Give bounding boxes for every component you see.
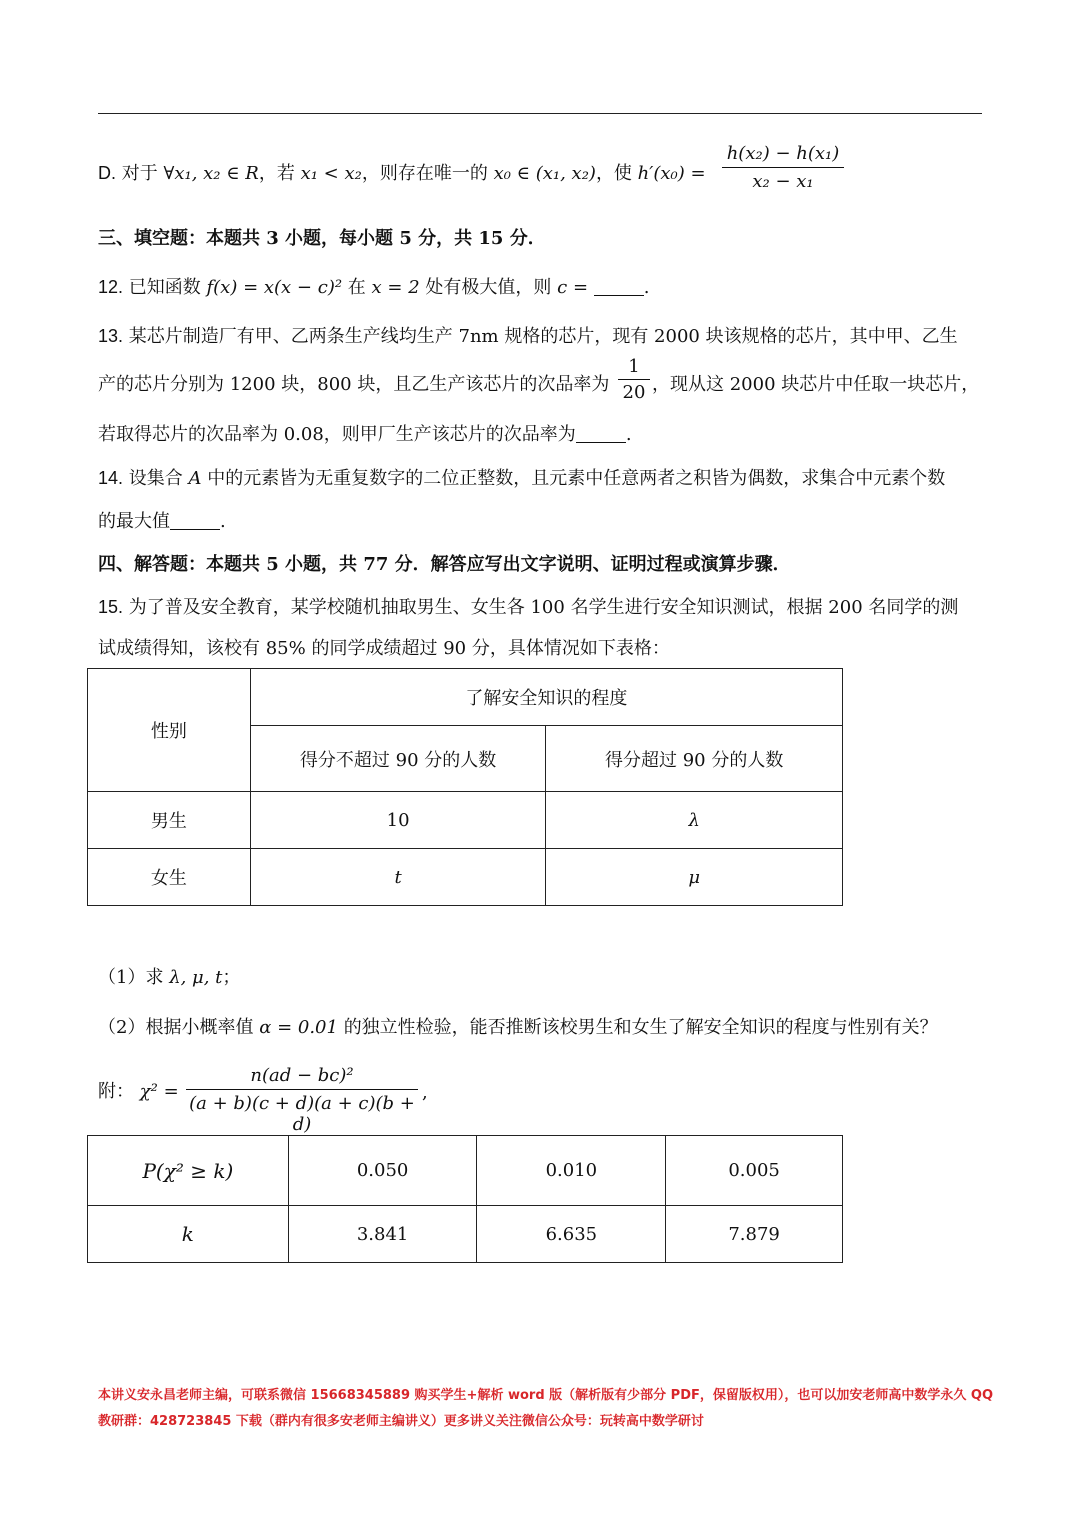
fraction-numerator: 1 xyxy=(618,356,650,380)
question-15-line-2 xyxy=(98,636,670,662)
answer-blank xyxy=(594,277,644,296)
math-expr: λ, μ, t xyxy=(169,967,223,988)
fraction-denominator: x₂ − x₁ xyxy=(752,171,814,192)
question-text: 在 xyxy=(347,277,366,298)
question-13-line-3 xyxy=(98,422,632,448)
row-label: k xyxy=(88,1206,289,1263)
question-number: 15. xyxy=(98,597,124,617)
appendix-text: 附： xyxy=(98,1081,134,1102)
header-group: 了解安全知识的程度 xyxy=(250,669,842,726)
question-text: . xyxy=(643,277,650,298)
question-text: . xyxy=(220,511,226,532)
option-label: D. xyxy=(98,163,116,183)
option-d xyxy=(98,160,706,187)
math-expr: A xyxy=(188,468,202,489)
math-expr: ∀x₁, x₂ ∈ R xyxy=(163,163,259,184)
formula-end: , xyxy=(422,1082,428,1103)
math-expr: x₁ < x₂ xyxy=(300,163,362,184)
option-text: ，则存在唯一的 xyxy=(361,163,488,184)
question-number: 14. xyxy=(98,468,124,488)
table-cell: 0.010 xyxy=(477,1136,666,1206)
option-text: 对于 xyxy=(121,163,158,184)
table-cell: 7.879 xyxy=(666,1206,843,1263)
row-label: 女生 xyxy=(88,849,251,906)
header-rule xyxy=(98,113,982,114)
math-expr: α = 0.01 xyxy=(259,1017,338,1038)
math-expr: x = 2 xyxy=(371,277,420,298)
question-text: 处有极大值，则 xyxy=(425,277,552,298)
question-12 xyxy=(98,274,650,301)
math-expr: h′(x₀) = xyxy=(637,163,706,184)
question-text: 为了普及安全教育，某学校随机抽取男生、女生各 100 名学生进行安全知识测试，根据 200 名同学的测 xyxy=(128,597,959,618)
table-cell: 10 xyxy=(250,792,546,849)
math-expr: χ² = xyxy=(139,1081,179,1102)
table-row xyxy=(88,1206,843,1263)
survey-table xyxy=(87,668,843,906)
section-title: 三、填空题：本题共 3 小题，每小题 5 分，共 15 分． xyxy=(98,228,546,249)
question-14-line-1 xyxy=(98,465,945,492)
header-gender: 性别 xyxy=(88,669,251,792)
option-text: ，使 xyxy=(595,163,632,184)
row-label: 男生 xyxy=(88,792,251,849)
answer-blank xyxy=(576,424,626,443)
question-text: 若取得芯片的次品率为 0.08，则甲厂生产该芯片的次品率为 xyxy=(98,424,576,445)
question-14-line-2 xyxy=(98,509,226,535)
question-number: 13. xyxy=(98,326,124,346)
option-text: ，若 xyxy=(258,163,295,184)
table-cell: μ xyxy=(546,849,843,906)
question-13-line-2 xyxy=(98,372,609,398)
question-13-line-1 xyxy=(98,323,958,350)
appendix-label xyxy=(98,1079,179,1105)
part-1 xyxy=(98,965,240,991)
footer-line-1: 本讲义安永昌老师主编，可联系微信 15668345889 购买学生+解析 word 版（解析版有少部分 PDF，保留版权用），也可以加安老师高中数学永久 QQ xyxy=(98,1388,994,1403)
footer-line-2: 教研群：428723845 下载（群内有很多安老师主编讲义）更多讲义关注微信公众号：玩转高中数学研讨 xyxy=(98,1414,704,1429)
row-label: P(χ² ≥ k) xyxy=(88,1136,289,1206)
question-text: 的最大值 xyxy=(98,511,170,532)
table-cell: 0.005 xyxy=(666,1136,843,1206)
part-2 xyxy=(98,1015,938,1041)
math-expr: x₀ ∈ (x₁, x₂) xyxy=(493,163,596,184)
fraction-numerator: n(ad − bc)² xyxy=(186,1065,418,1090)
part-label: （2）根据小概率值 xyxy=(98,1017,254,1038)
mvt-fraction xyxy=(722,143,844,192)
question-number: 12. xyxy=(98,277,124,297)
critical-value-table xyxy=(87,1135,843,1263)
question-15-line-1 xyxy=(98,594,958,621)
table-row xyxy=(88,1136,843,1206)
table-cell: 0.050 xyxy=(288,1136,477,1206)
table-cell: 3.841 xyxy=(288,1206,477,1263)
question-text: . xyxy=(625,424,632,445)
part-text: 的独立性检验，能否推断该校男生和女生了解安全知识的程度与性别有关？ xyxy=(343,1017,938,1038)
question-text: 试成绩得知，该校有 xyxy=(98,638,260,659)
table-row xyxy=(88,849,843,906)
section-title: 四、解答题：本题共 5 小题，共 77 分．解答应写出文字说明、证明过程或演算步骤． xyxy=(98,554,791,575)
chi-square-fraction xyxy=(186,1065,418,1135)
part-label: （1）求 xyxy=(98,967,164,988)
math-expr: f(x) = x(x − c)² xyxy=(206,277,343,298)
question-text: 设集合 xyxy=(128,468,183,489)
answer-blank xyxy=(170,511,220,530)
question-text: ，现从这 2000 块芯片中任取一块芯片， xyxy=(652,374,980,395)
table-cell: t xyxy=(250,849,546,906)
question-text: 某芯片制造厂有甲、乙两条生产线均生产 7nm 规格的芯片，现有 2000 块该规格的芯片，其中甲、乙生 xyxy=(128,326,958,347)
fraction-numerator: h(x₂) − h(x₁) xyxy=(722,143,844,168)
question-text: 已知函数 xyxy=(128,277,201,298)
question-text: 产的芯片分别为 1200 块，800 块，且乙生产该芯片的次品率为 xyxy=(98,374,610,395)
column-header: 得分不超过 90 分的人数 xyxy=(250,726,546,792)
question-text: 的同学成绩超过 90 分，具体情况如下表格： xyxy=(311,638,670,659)
defect-rate-fraction xyxy=(618,356,650,403)
table-cell: λ xyxy=(546,792,843,849)
table-row xyxy=(88,792,843,849)
part-text: ； xyxy=(222,967,241,988)
question-13-line-2b xyxy=(652,372,979,398)
table-cell: 6.635 xyxy=(477,1206,666,1263)
math-expr: 85% xyxy=(265,638,306,659)
column-header: 得分超过 90 分的人数 xyxy=(546,726,843,792)
fraction-denominator: 20 xyxy=(622,382,646,403)
fraction-denominator: (a + b)(c + d)(a + c)(b + d) xyxy=(189,1093,415,1135)
question-text: 中的元素皆为无重复数字的二位正整数，且元素中任意两者之积皆为偶数，求集合中元素个数 xyxy=(207,468,946,489)
math-expr: c = xyxy=(557,277,589,298)
